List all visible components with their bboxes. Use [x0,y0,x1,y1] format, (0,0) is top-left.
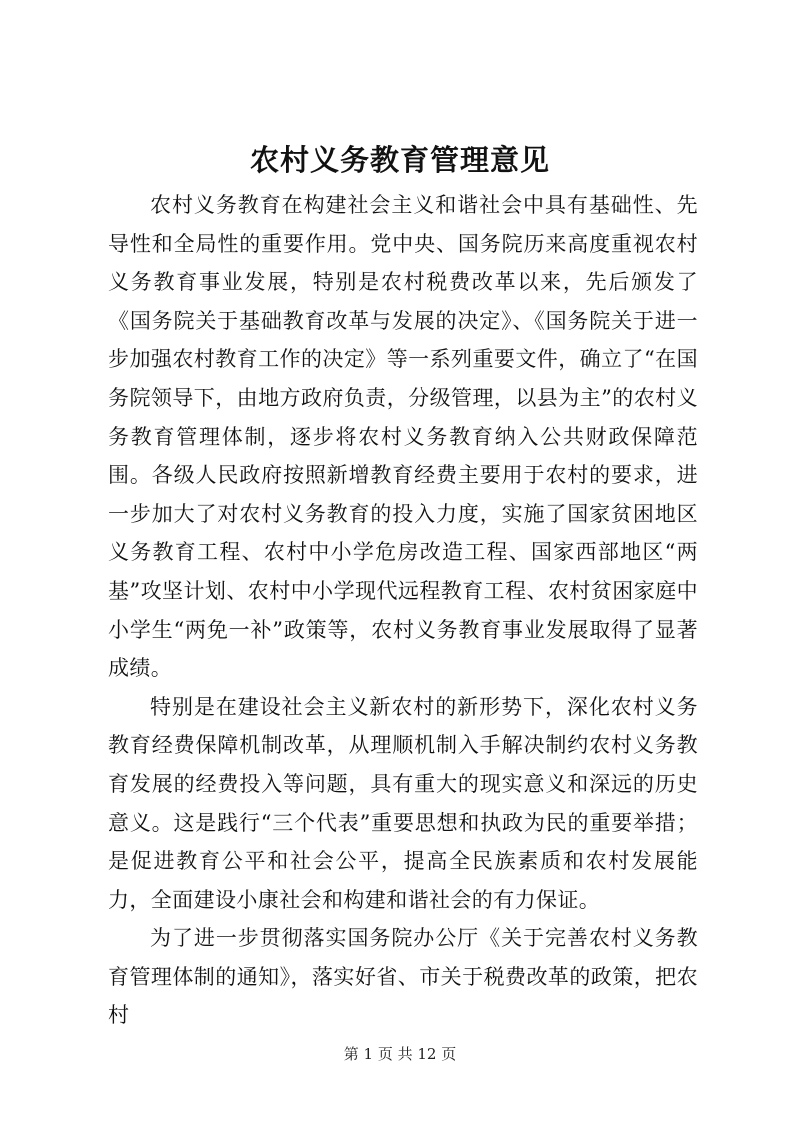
document-title: 农村义务教育管理意见 [249,143,550,177]
document-body [108,186,698,1035]
paragraph-2: 特别是在建设社会主义新农村的新形势下，深化农村义务教育经费保障机制改革，从理顺机制入手解决制约农村义务教育发展的经费投入等问题，具有重大的现实意义和深远的历史意义。这是践行“三个代表”重要思想和执政为民的重要举措；是促进教育公平和社会公平，提高全民族素质和农村发展能力，全面建设小康社会和构建和谐社会的有力保证。 [108,694,698,912]
page-number-footer: 第 1 页 共 12 页 [343,1045,457,1063]
paragraph-1: 农村义务教育在构建社会主义和谐社会中具有基础性、先导性和全局性的重要作用。党中央、国务院历来高度重视农村义务教育事业发展，特别是农村税费改革以来，先后颁发了《国务院关于基础教育改革与发展的决定》、《国务院关于进一步加强农村教育工作的决定》等一系列重要文件，确立了“在国务院领导下，由地方政府负责，分级管理，以县为主”的农村义务教育管理体制，逐步将农村义务教育纳入公共财政保障范围。各级人民政府按照新增教育经费主要用于农村的要求，进一步加大了对农村义务教育的投入力度，实施了国家贫困地区义务教育工程、农村中小学危房改造工程、国家西部地区“两基”攻坚计划、农村中小学现代远程教育工程、农村贫困家庭中小学生“两免一补”政策等，农村义务教育事业发展取得了显著成绩。 [108,193,698,681]
paragraph-3: 为了进一步贯彻落实国务院办公厅《关于完善农村义务教育管理体制的通知》，落实好省、市关于税费改革的政策，把农村 [108,926,698,1028]
